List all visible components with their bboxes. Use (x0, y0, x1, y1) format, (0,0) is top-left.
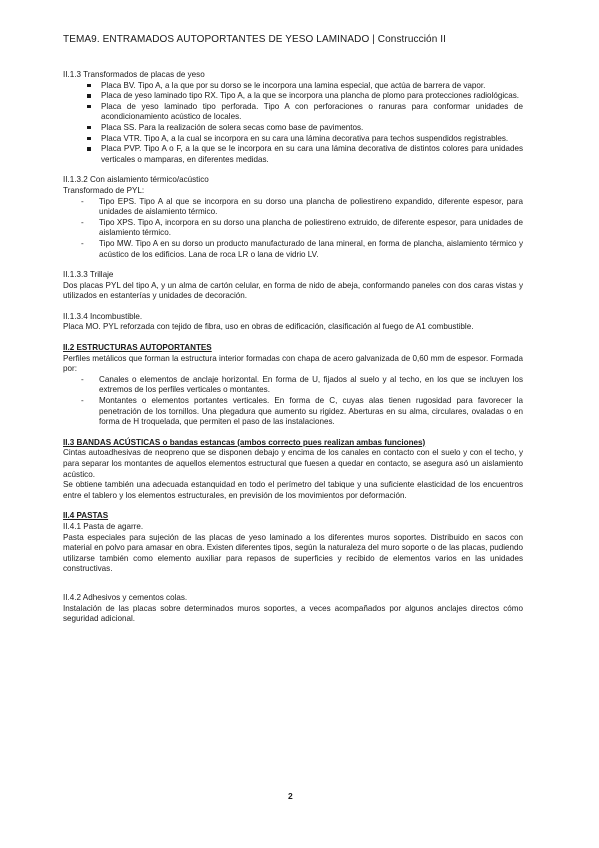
running-header: TEMA9. ENTRAMADOS AUTOPORTANTES DE YESO LAMINADO | Construcción II (63, 34, 446, 45)
list-item: Placa PVP. Tipo A o F, a la que se le incorpora en su cara una lámina decorativa de distintos colores para unidades verticales o mamparas, en diferentes medidas. (101, 144, 523, 164)
list-item: - Canales o elementos de anclaje horizontal. En forma de U, fijados al suelo y al techo, en los que se incluyen los extremos de los perfiles verticales o montantes. (99, 375, 523, 396)
list-item: Placa SS. Para la realización de solera secas como base de pavimentos. (101, 123, 523, 134)
section-subtitle: Transformado de PYL: (63, 185, 145, 195)
list-item: Placa de yeso laminado tipo RX. Tipo A, a la que se incorpora una plancha de plomo para protecciones radiológicas. (101, 91, 523, 102)
section-title-ii-2: II.2 ESTRUCTURAS AUTOPORTANTES (63, 343, 212, 353)
dash-list-aislamiento (63, 197, 523, 261)
list-item: Placa de yeso laminado tipo perforada. Tipo A con perforaciones o ranuras para conformar unidades de acondicionamiento acústico de locales. (101, 101, 523, 122)
paragraph: Placa MO. PYL reforzada con tejido de fibra, uso en obras de edificación, clasificación al fuego de A1 combustible. (63, 322, 474, 332)
list-item: - Montantes o elementos portantes verticales. En forma de C, cuyas alas tienen rugosidad para favorecer la penetración de los tornillos. Una plegadura que aumento su rigidez. Aberturas en su alma, circulares, ovaladas o en forma de H troquelada, que permiten el paso de las instalaciones. (99, 396, 523, 428)
list-item: Placa VTR. Tipo A, a la cual se incorpora en su cara una lámina decorativa para techos suspendidos registrables. (101, 134, 523, 145)
bullet-list-placas (63, 81, 523, 166)
paragraph: Perfiles metálicos que forman la estructura interior formadas con chapa de acero galvanizada de 0,60 mm de espesor. Formada por: (63, 353, 523, 374)
paragraph: Se obtiene también una adecuada estanquidad en todo el perímetro del tabique y una suficiente elasticidad de los encuentros entre el tablero y los elementos estructurales, en previsión de los movimientos por deformación. (63, 480, 523, 500)
dash-list-perfiles (63, 375, 523, 428)
section-title-ii-4: II.4 PASTAS (63, 511, 109, 521)
paragraph: Cintas autoadhesivas de neopreno que se disponen debajo y encima de los canales en contacto con el suelo y con el techo, y para separar los montantes de aquellos elementos estructural que fuesen a quedar en contacto, se asegura asó un aislamiento acústico. (63, 448, 523, 479)
page-number: 2 (288, 791, 293, 801)
section-title-ii-1-3: II.1.3 Transformados de placas de yeso (63, 70, 205, 79)
paragraph: Pasta especiales para sujeción de las placas de yeso laminado a los diferentes muros soportes. Distribuido en sacos con material en polvo para amasar en obra. Existen diferentes tipos, según la naturaleza del muro soporte o de las placas, pudiendo utilizarse también como elemento auxiliar para repasos de superficies y recibido de elementos varios en las unidades constructivas. (63, 532, 523, 574)
paragraph: Dos placas PYL del tipo A, y un alma de cartón celular, en forma de nido de abeja, conformando paneles con dos caras vistas y utilizados en estanterías y unidades de decoración. (63, 280, 523, 301)
section-title-ii-4-1: II.4.1 Pasta de agarre. (63, 521, 144, 531)
section-title-ii-1-3-4: II.1.3.4 Incombustible. (63, 311, 143, 321)
list-item: - Tipo MW. Tipo A en su dorso un producto manufacturado de lana mineral, en forma de plancha, aislamiento térmico y acústico de los edificios. Lana de roca LR o lana de vidrio LV. (99, 239, 523, 260)
section-title-ii-1-3-2: II.1.3.2 Con aislamiento térmico/acústico (63, 175, 209, 185)
section-title-ii-3: II.3 BANDAS ACÚSTICAS o bandas estancas (ambos correcto pues realizan ambas funciones) (63, 437, 426, 447)
list-item: - Tipo EPS. Tipo A al que se incorpora en su dorso una plancha de poliestireno expandido, diferente espesor, para unidades de aislamiento térmico. (99, 197, 523, 218)
list-item: Placa BV. Tipo A, a la que por su dorso se le incorpora una lamina especial, que actúa de barrera de vapor. (101, 81, 523, 92)
section-title-ii-1-3-3: II.1.3.3 Trillaje (63, 270, 114, 280)
paragraph: Instalación de las placas sobre determinados muros soportes, a veces acompañados por algunos anclajes directos cómo seguridad adicional. (63, 603, 523, 624)
section-title-ii-4-2: II.4.2 Adhesivos y cementos colas. (63, 592, 188, 602)
list-item: - Tipo XPS. Tipo A, incorpora en su dorso una plancha de poliestireno extruido, de diferente espesor, para unidades de aislamiento térmico. (99, 218, 523, 239)
page-content (63, 70, 523, 625)
